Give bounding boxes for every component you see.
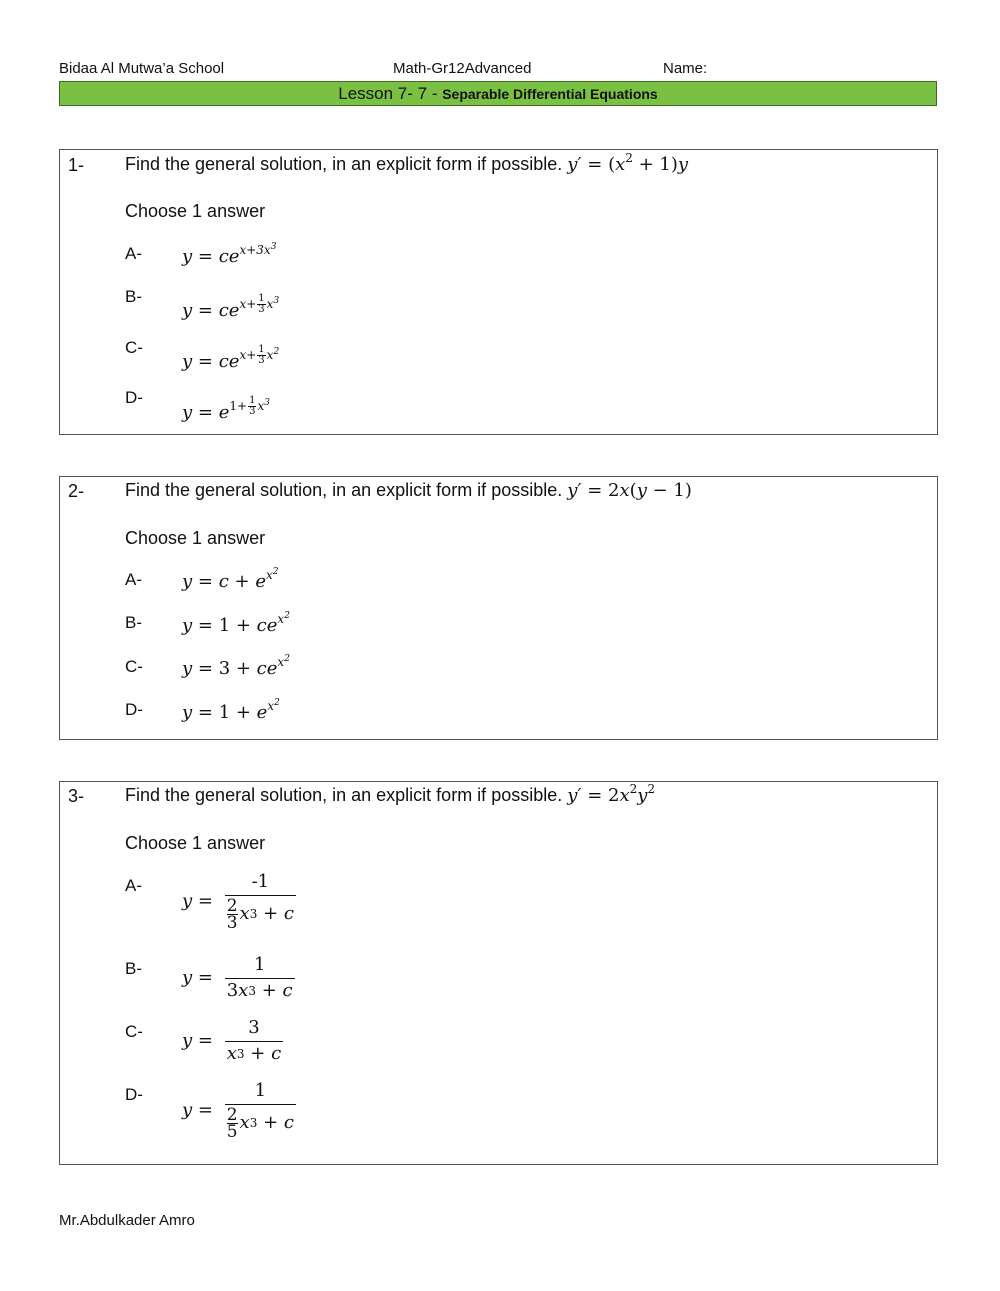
option-b-label[interactable]: B- (125, 287, 142, 306)
option-d-label[interactable]: D- (125, 1085, 143, 1104)
option-b-answer[interactable]: $y = 1 + ce^{x^2}$ (182, 611, 290, 636)
question-number: 2- (68, 481, 85, 501)
option-b-answer[interactable]: y = 1 3 x 3 + c (182, 954, 293, 1001)
option-a-answer[interactable]: y = -1 2 3 x 3 + c (182, 871, 294, 933)
question-prompt-text: Find the general solution, in an explicit form if possible. (125, 480, 563, 500)
option-d-label[interactable]: D- (125, 700, 143, 719)
option-d-answer[interactable]: $y = 1 + e^{x^2}$ (182, 698, 280, 723)
option-c-answer[interactable]: $y = 3 + ce^{x^2}$ (182, 654, 290, 679)
school-name: Bidaa Al Mutwa’a School (59, 60, 225, 77)
option-b-label[interactable]: B- (125, 613, 142, 632)
option-a-label[interactable]: A- (125, 244, 142, 263)
option-c-label[interactable]: C- (125, 338, 143, 357)
option-a-label[interactable]: A- (125, 876, 142, 895)
choose-instruction: Choose 1 answer (125, 201, 266, 221)
option-d-answer[interactable]: $y = e^{1+ \frac{1}{3} x^3}$ (182, 395, 270, 423)
question-prompt (125, 151, 689, 175)
question-1-box (59, 149, 938, 435)
author-name: Mr.Abdulkader Amro (59, 1212, 195, 1229)
option-d-label[interactable]: D- (125, 388, 143, 407)
question-number: 3- (68, 786, 85, 806)
question-prompt (125, 480, 692, 501)
question-equation: y′ = 2x(y − 1) (567, 480, 692, 501)
choose-instruction: Choose 1 answer (125, 833, 266, 853)
option-c-answer[interactable]: y = 3 x 3 + c (182, 1017, 282, 1064)
option-c-answer[interactable]: $y = ce^{x+ \frac{1}{3} x^2}$ (182, 344, 280, 372)
question-equation: $y' = 2x^2y^2$ (567, 782, 656, 806)
question-2-box (59, 476, 938, 740)
question-prompt-text: Find the general solution, in an explicit form if possible. (125, 154, 563, 174)
question-equation: $y' = (x^2 + 1)y$ (567, 151, 689, 175)
question-number: 1- (68, 155, 85, 175)
name-label: Name: (663, 60, 708, 77)
choose-instruction: Choose 1 answer (125, 528, 266, 548)
option-b-answer[interactable]: $y = ce^{x+ \frac{1}{3} x^3}$ (182, 293, 280, 321)
option-c-label[interactable]: C- (125, 1022, 143, 1041)
option-a-answer[interactable]: $y = ce^{x+3x^3}$ (182, 242, 277, 267)
question-prompt (125, 782, 656, 806)
question-prompt-text: Find the general solution, in an explicit form if possible. (125, 785, 563, 805)
option-d-answer[interactable]: y = 1 2 5 x 3 + c (182, 1080, 294, 1142)
question-3-box (59, 781, 938, 1165)
option-a-label[interactable]: A- (125, 570, 142, 589)
lesson-title: Separable Differential Equations (442, 86, 658, 102)
course-name: Math-Gr12Advanced (393, 60, 532, 77)
option-b-label[interactable]: B- (125, 959, 142, 978)
lesson-title-bar (59, 81, 937, 106)
lesson-number: Lesson 7- 7 - (338, 84, 443, 103)
option-c-label[interactable]: C- (125, 657, 143, 676)
option-a-answer[interactable]: $y = c + e^{x^2}$ (182, 567, 279, 592)
